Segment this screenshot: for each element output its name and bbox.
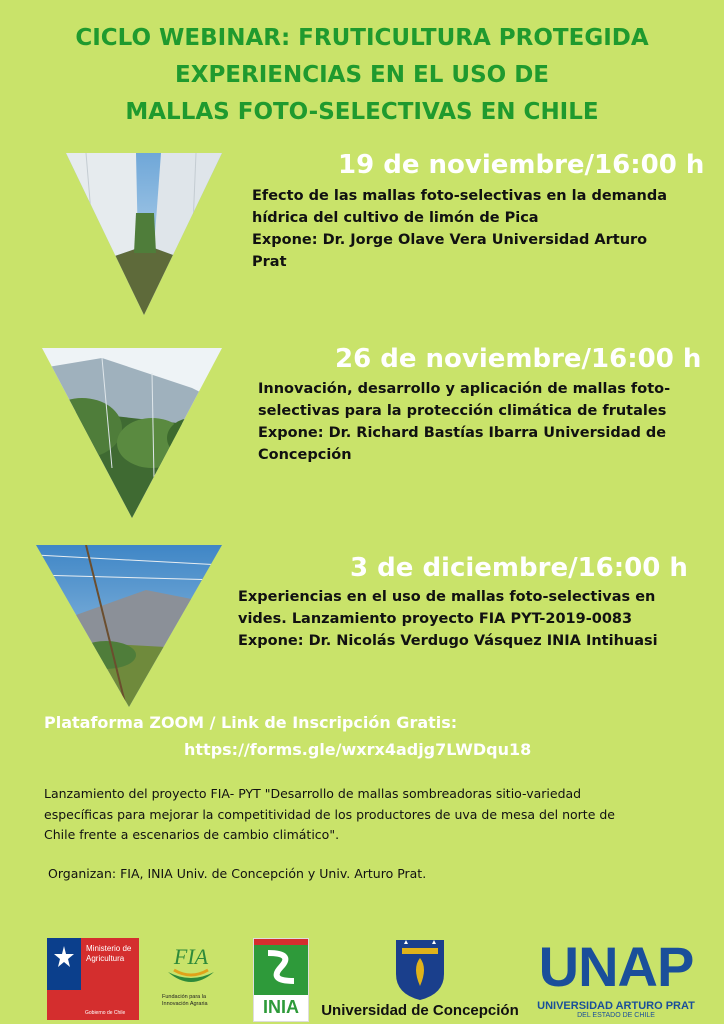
coat-of-arms-icon bbox=[47, 942, 81, 982]
page-title bbox=[0, 20, 724, 131]
session-3-date: 3 de diciembre/16:00 h bbox=[350, 553, 688, 583]
session-2-line: Concepción bbox=[258, 447, 352, 463]
session-2-date: 26 de noviembre/16:00 h bbox=[335, 344, 702, 374]
fia-sub-2: Innovación Agraria bbox=[162, 1001, 208, 1007]
udec-shield-icon bbox=[320, 938, 520, 1000]
platform-info bbox=[44, 709, 684, 763]
session-2-line: selectivas para la protección climática de frutales bbox=[258, 403, 667, 419]
session-1-line: Efecto de las mallas foto-selectivas en la demanda bbox=[252, 188, 668, 204]
session-1-line: hídrica del cultivo de limón de Pica bbox=[252, 210, 539, 226]
title-line-2: EXPERIENCIAS EN EL USO DE bbox=[175, 62, 549, 88]
launch-line: Lanzamiento del proyecto FIA- PYT "Desarrollo de mallas sombreadoras sitio-variedad bbox=[44, 786, 582, 801]
session-2-description bbox=[258, 378, 670, 466]
ministerio-footer: Gobierno de Chile bbox=[85, 1010, 126, 1016]
fia-mark-icon bbox=[160, 940, 222, 992]
ministerio-line-1: Ministerio de bbox=[86, 944, 132, 953]
session-3-line: vides. Lanzamiento proyecto FIA PYT-2019-0083 bbox=[238, 611, 633, 627]
session-3-line: Experiencias en el uso de mallas foto-selectivas en bbox=[238, 589, 656, 605]
udec-name: Universidad de Concepción bbox=[321, 1002, 519, 1019]
session-1-line: Prat bbox=[252, 254, 287, 270]
registration-link[interactable]: https://forms.gle/wxrx4adjg7LWDqu18 bbox=[184, 740, 532, 759]
inia-word: INIA bbox=[263, 997, 299, 1017]
title-line-1: CICLO WEBINAR: FRUTICULTURA PROTEGIDA bbox=[75, 25, 649, 51]
session-1-date: 19 de noviembre/16:00 h bbox=[338, 150, 705, 180]
inia-mark-icon bbox=[254, 939, 308, 995]
session-2-line: Innovación, desarrollo y aplicación de mallas foto- bbox=[258, 381, 671, 397]
launch-line: Chile frente a escenarios de cambio climático". bbox=[44, 827, 340, 842]
unap-logo bbox=[528, 935, 704, 1024]
unap-sub-1: UNIVERSIDAD ARTURO PRAT bbox=[537, 1000, 695, 1012]
session-2-line: Expone: Dr. Richard Bastías Ibarra Universidad de bbox=[258, 425, 667, 441]
session-2-photo bbox=[42, 348, 222, 518]
session-3-line: Expone: Dr. Nicolás Verdugo Vásquez INIA Intihuasi bbox=[238, 633, 658, 649]
fia-sub-1: Fundación para la bbox=[162, 994, 207, 1000]
session-3-photo bbox=[36, 545, 222, 707]
fia-logo bbox=[160, 940, 222, 1020]
launch-line: específicas para mejorar la competitividad de los productores de uva de mesa del norte de bbox=[44, 806, 615, 822]
platform-label: Plataforma ZOOM / Link de Inscripción Gratis: bbox=[44, 713, 458, 732]
title-line-3: MALLAS FOTO-SELECTIVAS EN CHILE bbox=[125, 99, 599, 125]
unap-word: UNAP bbox=[538, 935, 694, 998]
session-1-line: Expone: Dr. Jorge Olave Vera Universidad Arturo bbox=[252, 232, 648, 248]
session-1-description bbox=[252, 185, 667, 273]
ministerio-agricultura-logo bbox=[47, 938, 139, 1020]
udec-logo bbox=[320, 938, 520, 1022]
organizers-text: Organizan: FIA, INIA Univ. de Concepción y Univ. Arturo Prat. bbox=[48, 866, 427, 881]
launch-paragraph bbox=[44, 784, 708, 846]
ministerio-line-2: Agricultura bbox=[86, 954, 125, 963]
unap-sub-2: DEL ESTADO DE CHILE bbox=[577, 1012, 655, 1019]
inia-logo bbox=[253, 938, 309, 1022]
fia-word: FIA bbox=[173, 944, 209, 969]
session-3-description bbox=[238, 586, 658, 652]
session-1-photo bbox=[66, 153, 222, 315]
